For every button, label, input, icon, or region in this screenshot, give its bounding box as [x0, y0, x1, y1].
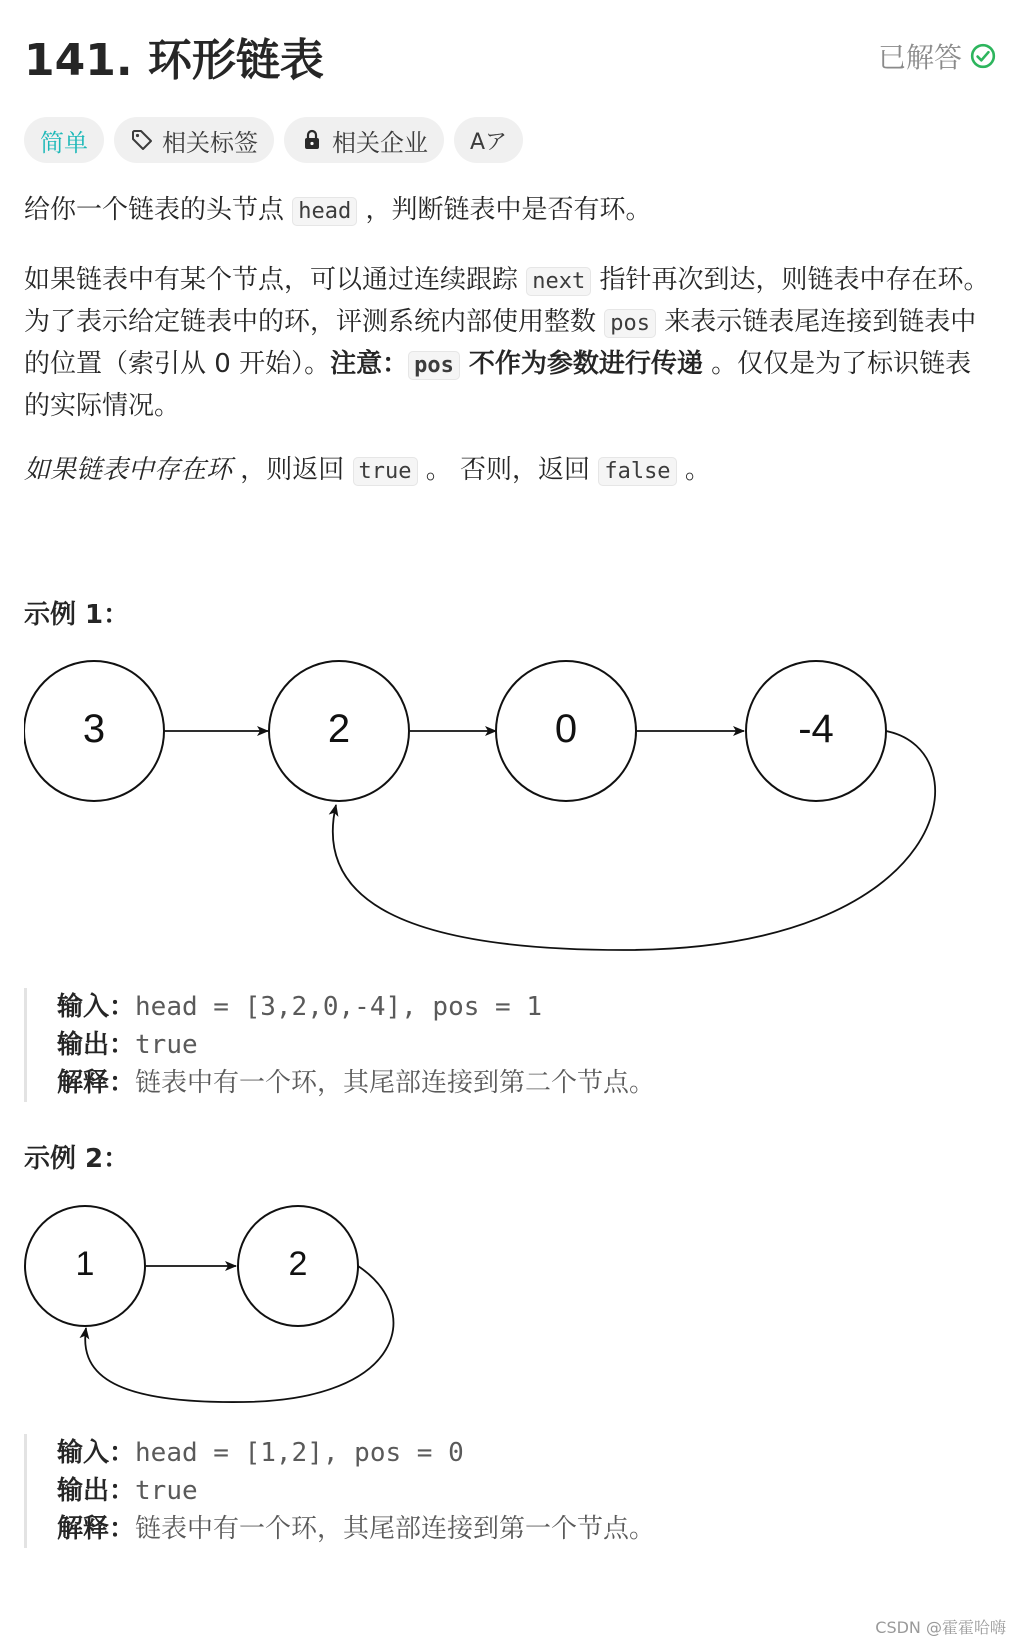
inline-code-false: false — [598, 457, 676, 486]
note-label: 注意： — [330, 349, 409, 379]
input-line — [57, 988, 997, 1026]
node-value: 2 — [288, 1245, 308, 1283]
translate-button[interactable] — [454, 117, 523, 163]
translate-icon: Aア — [470, 129, 508, 155]
output-label: 输出： — [57, 1476, 136, 1506]
text: ，则返回 — [232, 455, 353, 485]
explain-line — [57, 1064, 997, 1102]
italic-text: 如果链表中存在环 — [24, 455, 233, 485]
list-node — [746, 661, 886, 801]
example-1-diagram — [24, 650, 964, 960]
text: 来表示链表尾连接到链表中的位置（索引从 0 开始）。 — [24, 307, 977, 379]
tag-bar — [24, 117, 523, 163]
check-circle-icon — [970, 43, 996, 69]
input-label: 输入： — [57, 992, 136, 1022]
node-value: -4 — [798, 707, 834, 751]
text: 给你一个链表的头节点 — [24, 195, 293, 225]
explain-value: 链表中有一个环，其尾部连接到第一个节点。 — [135, 1514, 656, 1544]
difficulty-label: 简单 — [40, 128, 88, 157]
description-paragraph-3 — [24, 450, 996, 492]
text: 指针再次到达，则链表中存在环。 为了表示给定链表中的环，评测系统内部使用整数 — [24, 265, 990, 337]
inline-code-head: head — [292, 197, 357, 226]
input-line — [57, 1434, 997, 1472]
list-node — [238, 1206, 358, 1326]
output-value: true — [135, 1476, 198, 1506]
node-value: 3 — [82, 707, 106, 751]
description-paragraph-1 — [24, 190, 996, 232]
example-2-io — [24, 1434, 997, 1548]
difficulty-badge[interactable] — [24, 117, 104, 163]
inline-code-next: next — [526, 267, 591, 296]
list-node — [25, 1206, 145, 1326]
text: 。 — [676, 455, 711, 485]
inline-code-pos-2: pos — [408, 351, 460, 380]
list-node — [24, 661, 164, 801]
output-line — [57, 1026, 997, 1064]
problem-title: 141. 环形链表 — [24, 35, 324, 86]
list-node — [269, 661, 409, 801]
related-tags-label: 相关标签 — [162, 128, 258, 157]
note-text: 不作为参数进行传递 — [459, 349, 703, 379]
node-value: 0 — [554, 707, 578, 751]
explain-label: 解释： — [57, 1068, 136, 1098]
output-label: 输出： — [57, 1030, 136, 1060]
title-row — [24, 22, 996, 88]
related-companies-button[interactable] — [284, 117, 444, 163]
solved-status — [878, 36, 996, 76]
inline-code-true: true — [353, 457, 418, 486]
example-2-diagram — [24, 1200, 444, 1410]
text: 。 否则，返回 — [417, 455, 599, 485]
related-companies-label: 相关企业 — [332, 128, 428, 157]
tag-icon — [130, 128, 154, 152]
text: 如果链表中有某个节点，可以通过连续跟踪 — [24, 265, 527, 295]
text: ，判断链表中是否有环。 — [357, 195, 652, 225]
node-value: 1 — [75, 1245, 95, 1283]
inline-code-pos: pos — [604, 309, 656, 338]
input-label: 输入： — [57, 1438, 136, 1468]
example-1-io — [24, 988, 997, 1102]
example-1-heading: 示例 1： — [24, 600, 130, 630]
solved-label: 已解答 — [877, 41, 962, 74]
input-value: head = [3,2,0,-4], pos = 1 — [135, 992, 543, 1022]
text: 。仅仅是为了标识链表的实际情况。 — [24, 349, 972, 421]
related-tags-button[interactable] — [114, 117, 274, 163]
input-value: head = [1,2], pos = 0 — [135, 1438, 464, 1468]
description-paragraph-2 — [24, 260, 996, 426]
output-value: true — [135, 1030, 198, 1060]
output-line — [57, 1472, 997, 1510]
explain-value: 链表中有一个环，其尾部连接到第二个节点。 — [135, 1068, 656, 1098]
explain-label: 解释： — [57, 1514, 136, 1544]
lock-icon — [300, 128, 324, 152]
node-value: 2 — [327, 707, 351, 751]
example-2-heading: 示例 2： — [24, 1144, 130, 1174]
explain-line — [57, 1510, 997, 1548]
watermark: CSDN @霍霍哈嗨 — [875, 1618, 1006, 1637]
list-node — [496, 661, 636, 801]
